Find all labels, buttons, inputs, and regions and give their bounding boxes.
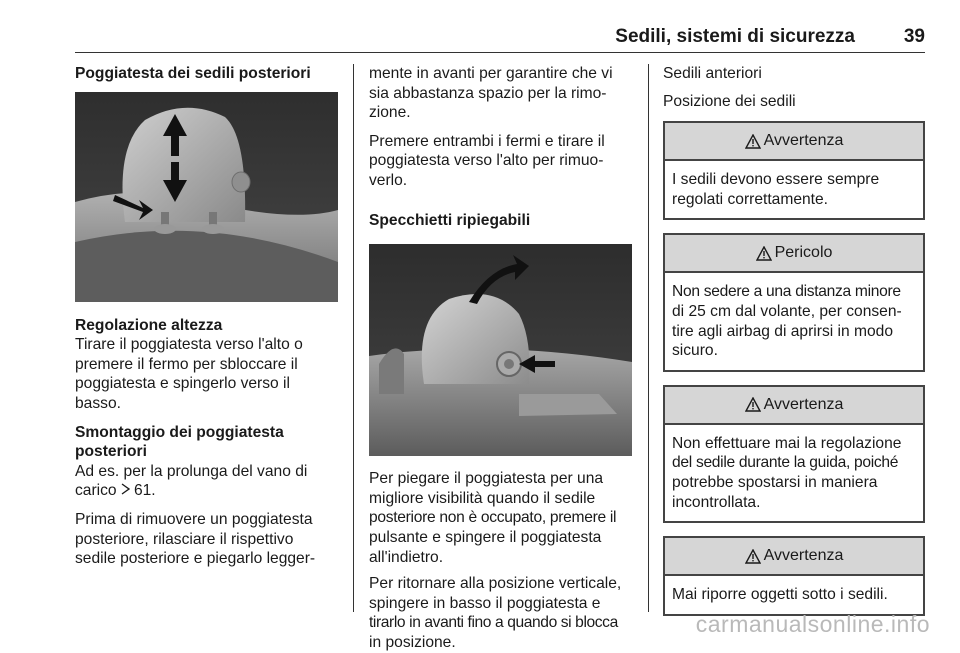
paragraph-line: Ad es. per la prolunga del vano di — [75, 462, 308, 480]
paragraph-line: spingere in basso il poggiatesta e — [369, 594, 601, 612]
warning-triangle-icon — [745, 134, 761, 149]
section-subtitle: Posizione dei sedili — [663, 92, 796, 110]
danger-box-header — [665, 235, 923, 273]
subheading-removal-cont: posteriori — [75, 443, 147, 461]
warning-box-header — [665, 387, 923, 425]
column-divider — [353, 64, 354, 612]
warning-line: regolati correttamente. — [672, 190, 829, 208]
page-ref-icon — [121, 481, 130, 501]
column-3 — [663, 64, 925, 629]
warning-box-title: Avvertenza — [763, 395, 844, 413]
section-heading: Poggiatesta dei sedili posteriori — [75, 65, 311, 82]
paragraph-line: poggiatesta e spingerlo verso il — [75, 375, 290, 393]
paragraph-line: premere il fermo per sbloccare il — [75, 355, 298, 373]
paragraph-line: Per ritornare alla posizione verticale, — [369, 575, 622, 593]
warning-box-body — [665, 576, 923, 614]
paragraph-line: verlo. — [369, 171, 408, 189]
paragraph-line: Per piegare il poggiatesta per una — [369, 470, 604, 488]
paragraph-line: pulsante e spingere il poggiatesta — [369, 528, 602, 546]
warning-box-header — [665, 538, 923, 576]
column-divider — [648, 64, 649, 612]
paragraph-line: sia abbastanza spazio per la rimo- — [369, 84, 607, 102]
warning-box-header — [665, 123, 923, 161]
danger-box — [663, 233, 925, 371]
subheading-removal: Smontaggio dei poggiatesta — [75, 423, 284, 441]
paragraph-line: zione. — [369, 104, 411, 122]
warning-triangle-icon — [745, 397, 761, 412]
warning-line: I sedili devono essere sempre — [672, 171, 880, 189]
warning-line: Mai riporre oggetti sotto i sedili. — [672, 586, 888, 604]
warning-line: del sedile durante la guida, poiché — [672, 454, 899, 472]
page-header — [75, 24, 925, 53]
warning-box-title: Avvertenza — [763, 547, 844, 565]
section-heading: Specchietti ripiegabili — [369, 211, 531, 229]
paragraph-line: Premere entrambi i fermi e tirare il — [369, 132, 605, 150]
warning-box-title: Avvertenza — [763, 132, 844, 150]
page-ref-link[interactable]: 61. — [133, 482, 156, 500]
paragraph-line: all'indietro. — [369, 548, 444, 566]
warning-box-body — [665, 161, 923, 218]
warning-box — [663, 121, 925, 220]
paragraph-line: migliore visibilità quando il sedile — [369, 489, 596, 507]
danger-line: Non sedere a una distanza minore — [672, 283, 901, 301]
folding-headrest-illustration — [369, 244, 632, 456]
watermark: carmanualsonline.info — [695, 611, 930, 637]
column-2 — [369, 64, 637, 653]
danger-line: sicuro. — [672, 342, 718, 360]
paragraph-line: mente in avanti per garantire che vi — [369, 65, 613, 82]
paragraph-line: poggiatesta verso l'alto per rimuo- — [369, 152, 604, 170]
section-title: Sedili, sistemi di sicurezza — [615, 26, 855, 47]
warning-triangle-icon — [745, 549, 761, 564]
headrest-height-adjust-illustration — [75, 92, 338, 302]
paragraph-line: tirarlo in avanti fino a quando si blocca — [369, 614, 618, 632]
column-1 — [75, 64, 340, 569]
paragraph-line: Tirare il poggiatesta verso l'alto o — [75, 336, 303, 354]
warning-line: Non effettuare mai la regolazione — [672, 434, 902, 452]
warning-box-body — [665, 425, 923, 521]
paragraph-line: posteriore, rilasciare il rispettivo — [75, 530, 294, 548]
paragraph-line-ref — [75, 481, 340, 501]
subheading-height: Regolazione altezza — [75, 316, 223, 334]
ref-prefix: carico — [75, 482, 121, 500]
warning-line: potrebbe spostarsi in maniera — [672, 473, 878, 491]
paragraph-line: basso. — [75, 394, 121, 412]
paragraph-line: Prima di rimuovere un poggiatesta — [75, 511, 313, 529]
danger-line: di 25 cm dal volante, per consen- — [672, 302, 902, 320]
paragraph-line: sedile posteriore e piegarlo legger- — [75, 550, 316, 568]
paragraph-line: posteriore non è occupato, premere il — [369, 509, 617, 527]
danger-line: tire agli airbag di aprirsi in modo — [672, 322, 894, 340]
section-title-large: Sedili anteriori — [663, 65, 762, 82]
page-number: 39 — [903, 26, 925, 47]
danger-box-title: Pericolo — [774, 244, 833, 262]
warning-box — [663, 385, 925, 523]
warning-line: incontrollata. — [672, 493, 761, 511]
paragraph-line: in posizione. — [369, 633, 456, 651]
warning-triangle-icon — [756, 246, 772, 261]
danger-box-body — [665, 273, 923, 369]
warning-box — [663, 536, 925, 616]
